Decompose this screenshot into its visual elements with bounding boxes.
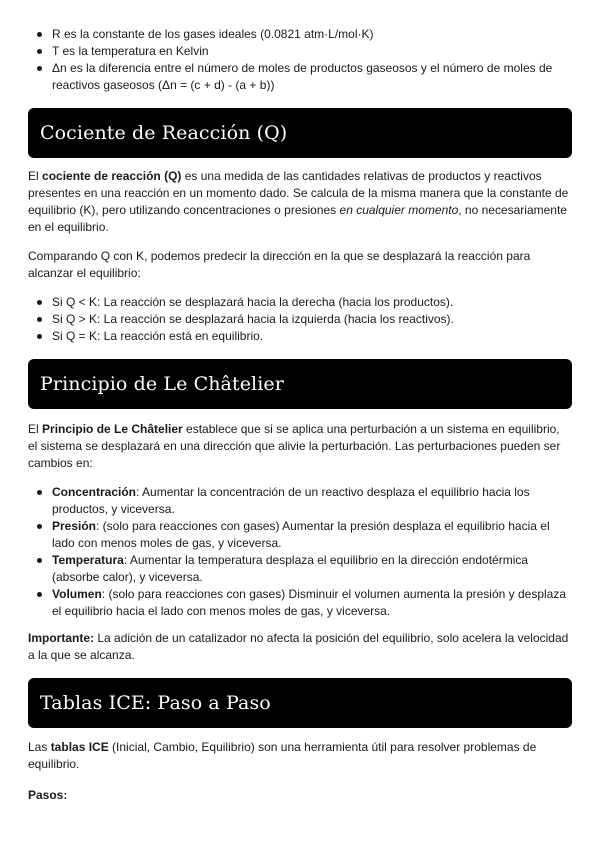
bold-term: Principio de Le Châtelier — [42, 422, 183, 436]
bold-term: Volumen — [52, 587, 102, 601]
text: El — [28, 169, 43, 183]
section-heading-text: Cociente de Reacción (Q) — [40, 121, 288, 144]
text: : Aumentar la temperatura desplaza el equilibrio en la dirección endotérmica (absorbe calor), y viceversa. — [52, 553, 529, 584]
steps-label — [28, 787, 572, 804]
bold-term: tablas ICE — [50, 740, 109, 754]
bold-label: Importante: — [28, 631, 94, 645]
paragraph-q-vs-k: Comparando Q con K, podemos predecir la dirección en la que se desplazará la reacción para alcanzar el equilibrio: — [28, 249, 531, 280]
list-item — [28, 518, 572, 552]
text: : Aumentar la concentración de un reactivo desplaza el equilibrio hacia los productos, y viceversa. — [52, 485, 530, 516]
paragraph-ice-tables-intro — [28, 739, 572, 773]
section-heading-le-chatelier — [28, 359, 572, 409]
text: : (solo para reacciones con gases) Disminuir el volumen aumenta la presión y desplaza el equilibrio hacia el lado con menos moles de gas, y viceversa. — [52, 587, 567, 618]
text: establece que si se aplica una perturbación a un sistema en equilibrio, el sistema se desplazará en una dirección que alivie la perturbación. Las perturbaciones pueden ser cambios en: — [28, 422, 561, 470]
text: La adición de un catalizador no afecta la posición del equilibrio, solo acelera la velocidad a la que se alcanza. — [28, 631, 569, 662]
section-heading-text: Principio de Le Châtelier — [40, 372, 284, 395]
paragraph-catalyst-note — [28, 630, 572, 664]
bold-term: Concentración — [52, 485, 137, 499]
text: Las — [28, 740, 51, 754]
bold-label: Pasos: — [28, 788, 68, 802]
bold-term: Temperatura — [52, 553, 124, 567]
text: : (solo para reacciones con gases) Aumentar la presión desplaza el equilibrio hacia el lado con menos moles de gas, y viceversa. — [52, 519, 550, 550]
perturbation-list — [28, 484, 572, 620]
bold-term: cociente de reacción (Q) — [42, 169, 182, 183]
list-item — [28, 552, 572, 586]
text: El — [28, 422, 43, 436]
q-comparison-list — [28, 294, 572, 345]
list-item: Δn es la diferencia entre el número de moles de productos gaseosos y el número de moles de reactivos gaseosos (Δn = (c + d) - (a + b)) — [28, 60, 572, 94]
section-heading-text: Tablas ICE: Paso a Paso — [40, 691, 271, 714]
list-item: T es la temperatura en Kelvin — [28, 43, 572, 60]
list-item — [28, 586, 572, 620]
list-item: Si Q > K: La reacción se desplazará hacia la izquierda (hacia los reactivos). — [28, 311, 572, 328]
paragraph-le-chatelier-definition — [28, 421, 572, 472]
text: (Inicial, Cambio, Equilibrio) son una herramienta útil para resolver problemas de equilibrio. — [28, 740, 537, 771]
gas-constant-list — [28, 26, 572, 94]
list-item: R es la constante de los gases ideales (0.0821 atm·L/mol·K) — [28, 26, 572, 43]
list-item: Si Q < K: La reacción se desplazará hacia la derecha (hacia los productos). — [28, 294, 572, 311]
bold-term: Presión — [52, 519, 97, 533]
paragraph-reaction-quotient-definition — [28, 168, 572, 236]
list-item — [28, 484, 572, 518]
list-item: Si Q = K: La reacción está en equilibrio. — [28, 328, 572, 345]
text: , no necesariamente en el equilibrio. — [28, 203, 567, 234]
section-heading-ice-tables — [28, 678, 572, 728]
section-heading-reaction-quotient — [28, 108, 572, 158]
italic-phrase: en cualquier momento — [339, 203, 459, 217]
text: es una medida de las cantidades relativas de productos y reactivos presentes en una reacción en un momento dado. Se calcula de la misma manera que la constante de equilibrio (K), pero utilizando concentraciones o presiones — [28, 169, 569, 217]
